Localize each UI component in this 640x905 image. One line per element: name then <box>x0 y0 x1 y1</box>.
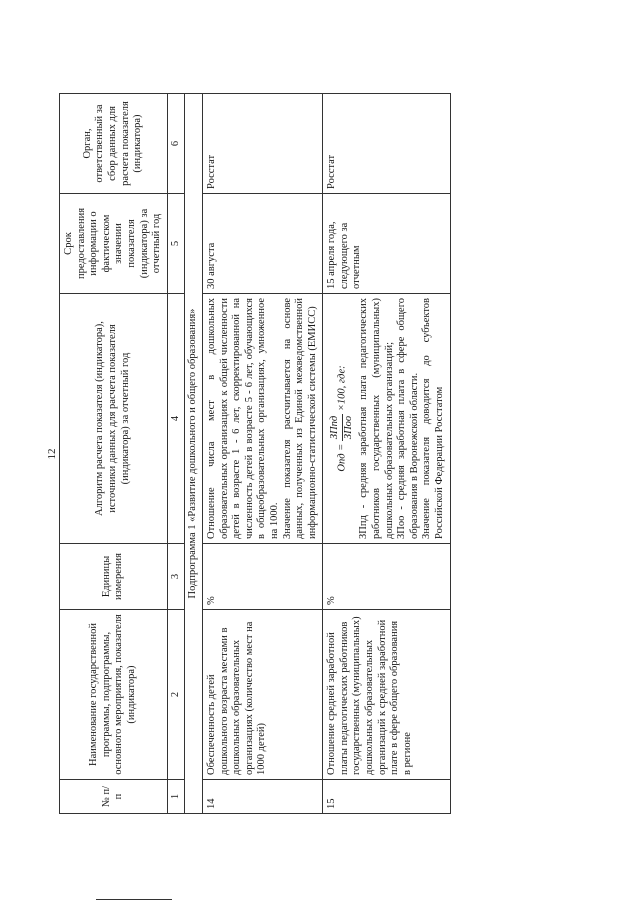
column-number: 2 <box>167 610 185 780</box>
column-numbers-row <box>167 94 185 814</box>
indicator-algorithm <box>323 294 450 544</box>
algorithm-source: Значение показателя доводится до субъектов Российской Федерации Росстатом <box>421 298 446 539</box>
column-number: 4 <box>167 294 185 544</box>
algorithm-text: Отношение числа мест в дошкольных образовательных организациях к общей численности детей в возрасте 1 - 6 лет, скорректированной на численность детей в возрасте 5 - 6 лет, обучающихся в общеобразовательных организациях, умноженное на 1000. <box>205 298 280 539</box>
formula-numerator: ЗПпд <box>329 414 343 441</box>
formula-lhs: Опд = <box>336 441 348 472</box>
indicator-deadline: 15 апреля года, следующего за отчетным <box>323 194 450 294</box>
formula <box>329 298 355 539</box>
page-number: 12 <box>46 448 58 460</box>
column-number: 3 <box>167 544 185 610</box>
indicator-name: Отношение средней заработной платы педагогических работников государственных (муниципальных) дошкольных образовательных организаций к средней заработной плате в сфере общего образования в регионе <box>323 610 450 780</box>
header-algorithm: Алгоритм расчета показателя (индикатора), источники данных для расчета показателя (индикатора) за отчетный год <box>60 294 168 544</box>
header-unit: Единицы измерения <box>60 544 168 610</box>
formula-definition: ЗПпд - средняя заработная плата педагогических работников государственных (муниципальных) дошкольных образовательных организаций; <box>358 298 395 539</box>
indicator-algorithm <box>202 294 322 544</box>
indicator-name: Обеспеченность детей дошкольного возраста местами в дошкольных образовательных организациях (количество мест на 1000 детей) <box>202 610 322 780</box>
indicator-organ: Росстат <box>202 94 322 194</box>
column-number: 6 <box>167 94 185 194</box>
column-number: 5 <box>167 194 185 294</box>
column-number: 1 <box>167 780 185 814</box>
formula-denominator: ЗПоо <box>342 415 354 440</box>
section-row <box>185 94 203 814</box>
formula-rhs: ×100, где: <box>336 365 348 414</box>
formula-fraction <box>329 414 355 441</box>
section-title: Подпрограмма 1 «Развитие дошкольного и общего образования» <box>185 94 203 814</box>
indicators-table <box>59 93 451 814</box>
header-number: № п/п <box>60 780 168 814</box>
table-row <box>202 94 322 814</box>
formula-definition: ЗПоо - средняя заработная плата в сфере общего образования в Воронежской области. <box>396 298 420 539</box>
header-name: Наименование государственной программы, подпрограммы, основного мероприятия, показателя (индикатора) <box>60 610 168 780</box>
rotated-table-container <box>59 94 579 814</box>
table-row <box>323 94 450 814</box>
indicator-deadline: 30 августа <box>202 194 322 294</box>
row-number: 15 <box>323 780 450 814</box>
row-number: 14 <box>202 780 322 814</box>
indicator-unit: % <box>323 544 450 610</box>
header-deadline: Срок предоставления информации о фактическом значении показателя (индикатора) за отчетный год <box>60 194 168 294</box>
indicator-organ: Росстат <box>323 94 450 194</box>
indicator-unit: % <box>202 544 322 610</box>
footnote-separator <box>96 899 172 900</box>
header-row <box>60 94 168 814</box>
algorithm-source: Значение показателя рассчитывается на основе данных, полученных из Единой межведомственной информационно-статистической системы (ЕМИСС) <box>281 298 318 539</box>
header-organ: Орган, ответственный за сбор данных для расчета показателя (индикатора) <box>60 94 168 194</box>
